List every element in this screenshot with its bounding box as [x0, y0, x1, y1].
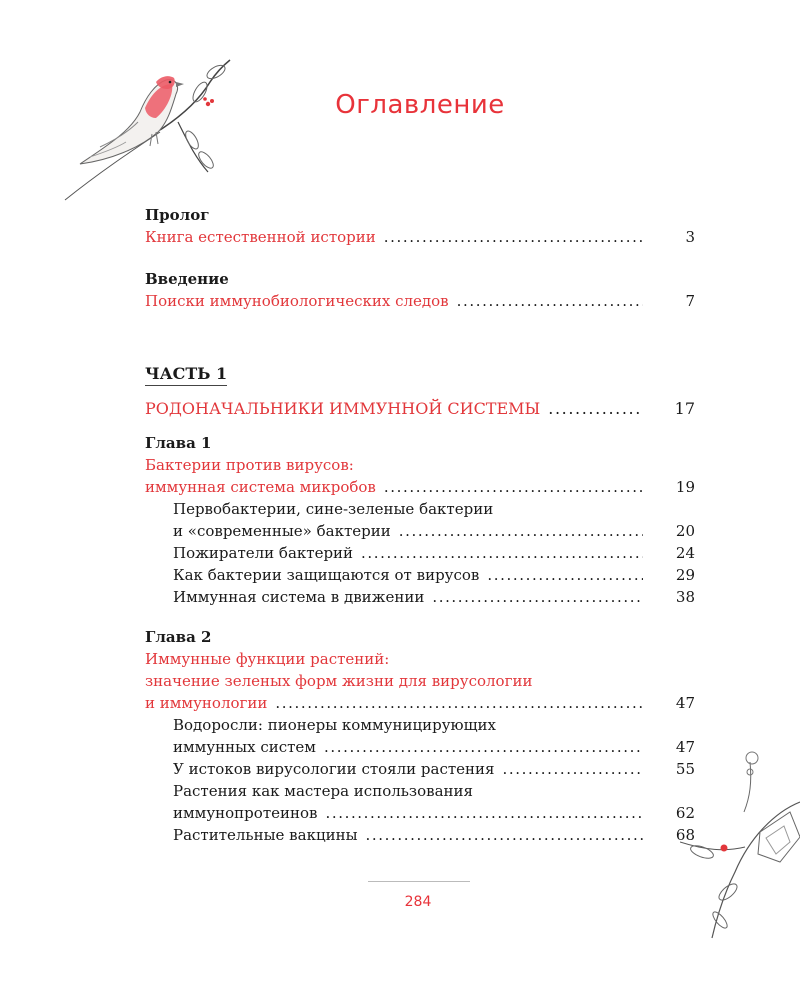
entry-title: Книга естественной истории	[145, 228, 376, 246]
page-ref: 62	[675, 804, 695, 822]
entry-title: Как бактерии защищаются от вирусов	[173, 566, 480, 584]
toc-entry-section[interactable]	[145, 564, 695, 586]
section-title-line1[interactable]: Водоросли: пионеры коммуницирующих	[173, 716, 497, 734]
section-title-line1[interactable]: Первобактерии, сине-зеленые бактерии	[173, 500, 494, 518]
introduction-heading: Введение	[145, 270, 229, 288]
chapter2-label: Глава 2	[145, 628, 212, 646]
entry-title: и иммунологии	[145, 694, 268, 712]
dot-leader	[325, 802, 643, 824]
entry-title: РОДОНАЧАЛЬНИКИ ИММУННОЙ СИСТЕМЫ	[145, 399, 541, 418]
entry-title: Растительные вакцины	[173, 826, 358, 844]
toc-entry-introduction[interactable]	[145, 290, 695, 312]
chapter1-label: Глава 1	[145, 434, 212, 452]
page-number: 284	[404, 894, 432, 910]
page-ref: 47	[675, 738, 695, 756]
toc-entry-section[interactable]	[145, 520, 695, 542]
chapter2-title-line2[interactable]: значение зеленых форм жизни для вирусологии	[145, 672, 533, 690]
toc-entry-part1[interactable]	[145, 396, 695, 422]
entry-title: Пожиратели бактерий	[173, 544, 354, 562]
page-ref: 20	[675, 522, 695, 540]
page-ref: 68	[675, 826, 695, 844]
toc-entry-chapter2[interactable]	[145, 692, 695, 714]
dot-leader	[548, 396, 643, 422]
chapter2-title-line1[interactable]: Иммунные функции растений:	[145, 650, 390, 668]
dot-leader	[503, 758, 643, 780]
dot-leader	[399, 520, 643, 542]
toc-title: Оглавление	[335, 90, 505, 120]
page-ref: 17	[674, 399, 695, 418]
prologue-heading: Пролог	[145, 206, 210, 224]
dot-leader	[275, 692, 643, 714]
part1-label: ЧАСТЬ 1	[145, 364, 227, 386]
entry-title: иммунная система микробов	[145, 478, 376, 496]
page-ref: 29	[675, 566, 695, 584]
toc-entry-section[interactable]	[145, 736, 695, 758]
entry-title: У истоков вирусологии стояли растения	[173, 760, 495, 778]
entry-title: Поиски иммунобиологических следов	[145, 292, 449, 310]
toc-entry-section[interactable]	[145, 824, 695, 846]
entry-title: иммунопротеинов	[173, 804, 318, 822]
entry-title: Иммунная система в движении	[173, 588, 425, 606]
dot-leader	[384, 476, 643, 498]
toc-entry-prologue[interactable]	[145, 226, 695, 248]
page-ref: 3	[685, 228, 695, 246]
dot-leader	[361, 542, 643, 564]
chapter1-title-line1[interactable]: Бактерии против вирусов:	[145, 456, 354, 474]
toc-entry-section[interactable]	[145, 542, 695, 564]
page-ref: 7	[685, 292, 695, 310]
dot-leader	[432, 586, 643, 608]
toc-entry-section[interactable]	[145, 758, 695, 780]
branch-illustration	[680, 742, 800, 942]
section-title-line1[interactable]: Растения как мастера использования	[173, 782, 473, 800]
entry-title: и «современные» бактерии	[173, 522, 391, 540]
dot-leader	[457, 290, 643, 312]
page-ref: 38	[675, 588, 695, 606]
page-ref: 55	[675, 760, 695, 778]
dot-leader	[384, 226, 643, 248]
page-ref: 24	[675, 544, 695, 562]
dot-leader	[324, 736, 643, 758]
footer-divider	[368, 881, 470, 882]
bird-illustration	[60, 52, 250, 202]
toc-entry-chapter1[interactable]	[145, 476, 695, 498]
table-of-contents	[145, 204, 695, 846]
dot-leader	[487, 564, 643, 586]
dot-leader	[366, 824, 643, 846]
page-ref: 19	[675, 478, 695, 496]
toc-entry-section[interactable]	[145, 802, 695, 824]
toc-entry-section[interactable]	[145, 586, 695, 608]
page-ref: 47	[675, 694, 695, 712]
entry-title: иммунных систем	[173, 738, 316, 756]
